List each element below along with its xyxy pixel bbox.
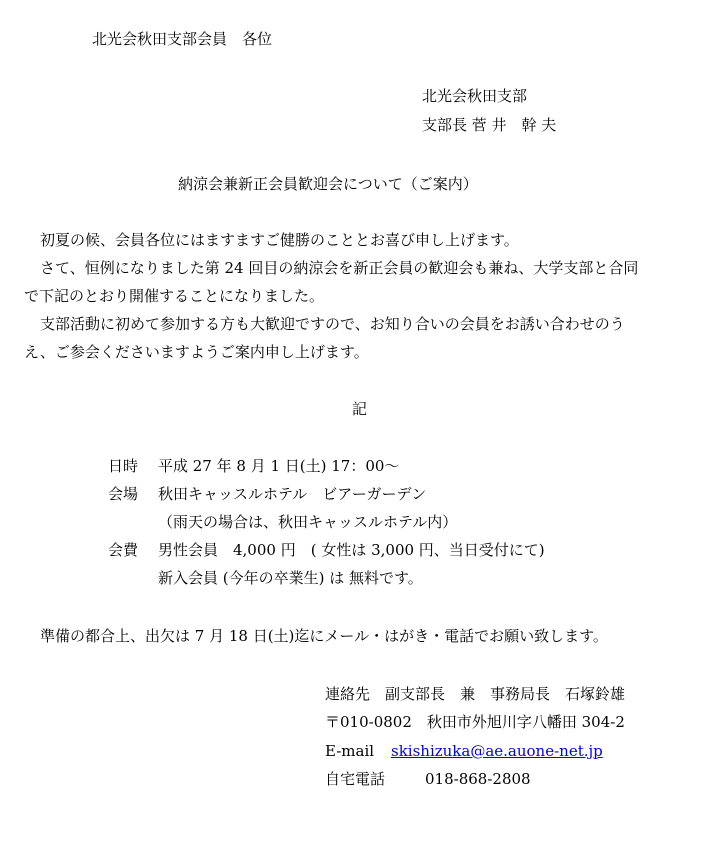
venue-note: （雨天の場合は、秋田キャッスルホテル内）	[158, 513, 458, 531]
phone-value: 018-868-2808	[425, 770, 531, 788]
contact-line: 連絡先 副支部長 兼 事務局長 石塚鈴雄	[325, 685, 626, 703]
body-line-1: 初夏の候、会員各位にはますますご健勝のこととお喜び申し上げます。	[40, 231, 519, 249]
fee-row	[108, 540, 545, 560]
contact-postal: 〒010-0802 秋田市外旭川字八幡田 304-2	[325, 713, 625, 731]
addressee: 北光会秋田支部会員 各位	[92, 30, 273, 48]
venue-row	[108, 484, 426, 504]
contact-email-row	[325, 741, 603, 761]
date-label: 日時	[108, 457, 139, 475]
venue-label: 会場	[108, 485, 139, 503]
date-row	[108, 456, 399, 476]
body-line-2: さて、恒例になりました第 24 回目の納涼会を新正会員の歓迎会も兼ね、大学支部と合同	[40, 259, 639, 277]
contact-phone-row	[325, 769, 531, 789]
fee-value: 男性会員 4,000 円 ( 女性は 3,000 円、当日受付にて)	[158, 541, 545, 559]
phone-label: 自宅電話	[325, 770, 386, 788]
rsvp-line: 準備の都合上、出欠は 7 月 18 日(土)迄にメール・はがき・電話でお願い致します。	[40, 627, 608, 645]
sender-org: 北光会秋田支部	[422, 87, 528, 105]
ki-heading: 記	[352, 400, 368, 418]
email-link[interactable]: skishizuka@ae.auone-net.jp	[391, 742, 603, 760]
document-title: 納涼会兼新正会員歓迎会について（ご案内）	[178, 175, 478, 193]
date-value: 平成 27 年 8 月 1 日(土) 17：00～	[158, 457, 400, 475]
body-line-4: 支部活動に初めて参加する方も大歓迎ですので、お知り合いの会員をお誘い合わせのう	[40, 315, 625, 333]
body-line-3: で下記のとおり開催することになりました。	[24, 287, 325, 305]
venue-value: 秋田キャッスルホテル ビアーガーデン	[158, 485, 427, 503]
email-label: E-mail	[325, 742, 375, 760]
fee-note: 新入会員 (今年の卒業生) は 無料です。	[158, 569, 423, 587]
sender-name: 支部長 菅 井 幹 夫	[422, 116, 557, 134]
fee-label: 会費	[108, 541, 139, 559]
body-line-5: え、ご参会くださいますようご案内申し上げます。	[24, 343, 369, 361]
